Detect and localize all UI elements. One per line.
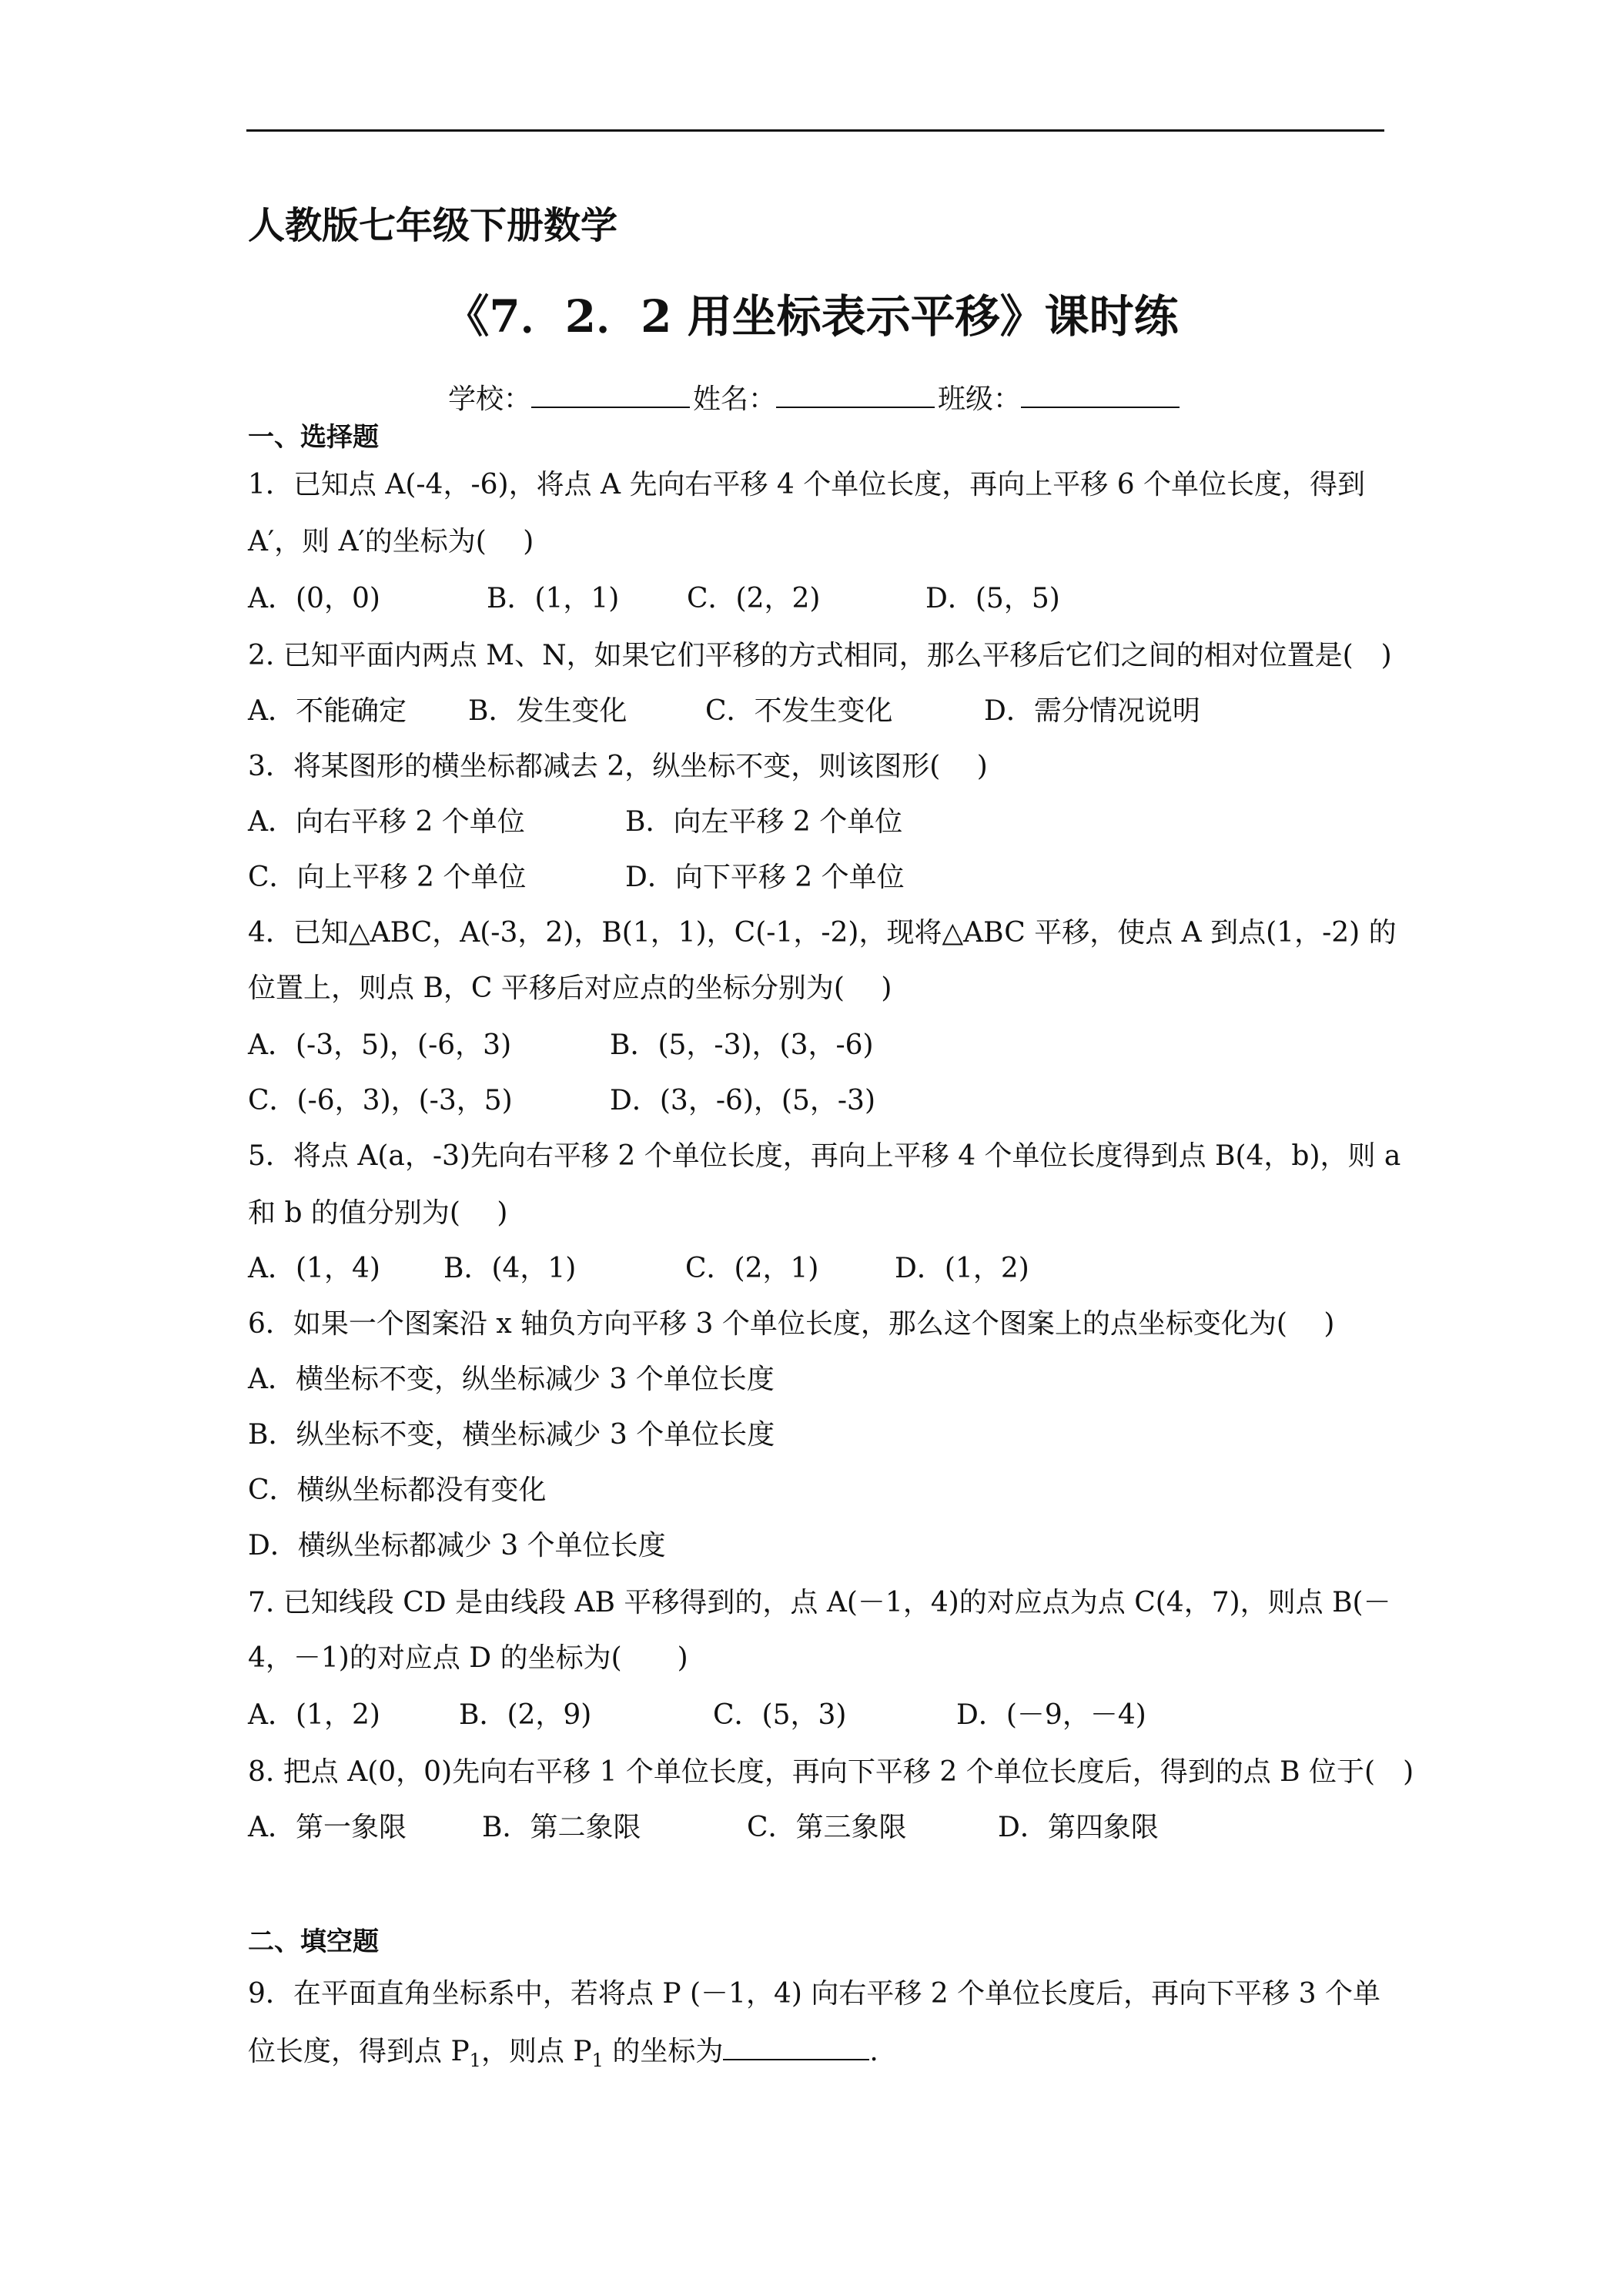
q7-option-a: A．(1，2) <box>248 1699 380 1731</box>
q8-option-b: B．第二象限 <box>482 1812 641 1843</box>
q1-option-d: D．(5，5) <box>925 583 1060 614</box>
q7-option-d: D．(－9，－4) <box>956 1699 1146 1731</box>
q5-line1: 5．将点 A(a，-3)先向右平移 2 个单位长度，再向上平移 4 个单位长度得到点 B(4，b)，则 a <box>248 1140 1401 1172</box>
q8-option-a: A．第一象限 <box>248 1812 407 1843</box>
q2-line1: 2. 已知平面内两点 M、N，如果它们平移的方式相同，那么平移后它们之间的相对位置是( ) <box>248 640 1392 671</box>
q2-option-d: D．需分情况说明 <box>984 695 1200 727</box>
q4-line1: 4．已知△ABC，A(-3，2)，B(1，1)，C(-1，-2)，现将△ABC 平移，使点 A 到点(1，-2) 的 <box>248 917 1397 949</box>
q9-line2 <box>248 2033 878 2077</box>
section-choice-heading: 一、选择题 <box>248 422 379 453</box>
q5-option-d: D．(1，2) <box>895 1253 1029 1284</box>
q5-option-b: B．(4，1) <box>443 1253 577 1284</box>
q1-option-a: A．(0，0) <box>248 583 380 614</box>
q6-option-c: C．横纵坐标都没有变化 <box>248 1474 547 1506</box>
q1-option-c: C．(2，2) <box>687 583 821 614</box>
q9-subscript-1: 1 <box>469 2050 481 2072</box>
q1-option-b: B．(1，1) <box>487 583 620 614</box>
q7-line2: 4，－1)的对应点 D 的坐标为( ) <box>248 1642 688 1674</box>
q3-option-b: B．向左平移 2 个单位 <box>625 806 903 838</box>
section-fill-heading: 二、填空题 <box>248 1926 379 1957</box>
q3-option-a: A．向右平移 2 个单位 <box>248 806 525 838</box>
q6-line1: 6．如果一个图案沿 x 轴负方向平移 3 个单位长度，那么这个图案上的点坐标变化为( ) <box>248 1308 1335 1340</box>
q5-line2: 和 b 的值分别为( ) <box>248 1197 508 1229</box>
q4-option-c: C．(-6，3)，(-3，5) <box>248 1085 513 1116</box>
q6-option-d: D．横纵坐标都减少 3 个单位长度 <box>248 1530 666 1561</box>
q9-text-a: 位长度，得到点 P <box>248 2036 470 2067</box>
q1-line1: 1．已知点 A(-4，-6)，将点 A 先向右平移 4 个单位长度，再向上平移 6 个单位长度，得到 <box>248 469 1366 500</box>
q8-option-d: D．第四象限 <box>998 1812 1159 1843</box>
q7-line1: 7. 已知线段 CD 是由线段 AB 平移得到的，点 A(－1，4)的对应点为点 C(4，7)，则点 B(－ <box>248 1587 1391 1618</box>
q1-line2: A′，则 A′的坐标为( ) <box>248 526 534 557</box>
q7-option-c: C．(5，3) <box>713 1699 847 1731</box>
name-blank[interactable] <box>776 382 935 408</box>
name-label: 姓名： <box>693 383 777 415</box>
q5-option-a: A．(1，4) <box>248 1253 380 1284</box>
q6-option-b: B．纵坐标不变，横坐标减少 3 个单位长度 <box>248 1419 775 1451</box>
q4-line2: 位置上，则点 B，C 平移后对应点的坐标分别为( ) <box>248 972 892 1004</box>
q9-subscript-2: 1 <box>591 2050 604 2072</box>
q4-option-d: D．(3，-6)，(5，-3) <box>610 1085 875 1116</box>
q4-option-a: A．(-3，5)，(-6，3) <box>248 1029 512 1061</box>
q5-option-c: C．(2，1) <box>685 1253 819 1284</box>
q2-option-a: A．不能确定 <box>248 695 407 727</box>
page-title: 《7．2．2 用坐标表示平移》课时练 <box>444 290 1179 343</box>
q7-option-b: B．(2，9) <box>459 1699 592 1731</box>
class-label: 班级： <box>938 383 1022 415</box>
q9-text-b: ，则点 P <box>480 2036 592 2067</box>
q2-option-c: C．不发生变化 <box>705 695 893 727</box>
q3-option-c: C．向上平移 2 个单位 <box>248 862 527 893</box>
q9-line1: 9．在平面直角坐标系中，若将点 P (－1，4) 向右平移 2 个单位长度后，再向下平移 3 个单 <box>248 1978 1380 2010</box>
school-blank[interactable] <box>531 382 690 408</box>
q8-line1: 8. 把点 A(0，0)先向右平移 1 个单位长度，再向下平移 2 个单位长度后，得到的点 B 位于( ) <box>248 1756 1414 1788</box>
school-label: 学校： <box>448 383 532 415</box>
series-title: 人教版七年级下册数学 <box>248 204 618 247</box>
q9-text-c: 的坐标为 <box>603 2036 724 2067</box>
header-rule <box>246 129 1384 132</box>
q6-option-a: A．横坐标不变，纵坐标减少 3 个单位长度 <box>248 1364 775 1395</box>
q2-option-b: B．发生变化 <box>468 695 627 727</box>
q4-option-b: B．(5，-3)，(3，-6) <box>610 1029 874 1061</box>
class-blank[interactable] <box>1021 382 1180 408</box>
q3-line1: 3．将某图形的横坐标都减去 2，纵坐标不变，则该图形( ) <box>248 751 988 782</box>
student-info-line <box>448 377 1183 417</box>
q8-option-c: C．第三象限 <box>747 1812 907 1843</box>
q3-option-d: D．向下平移 2 个单位 <box>625 862 905 893</box>
q9-end: . <box>869 2036 878 2067</box>
q9-answer-blank[interactable] <box>723 2033 869 2060</box>
